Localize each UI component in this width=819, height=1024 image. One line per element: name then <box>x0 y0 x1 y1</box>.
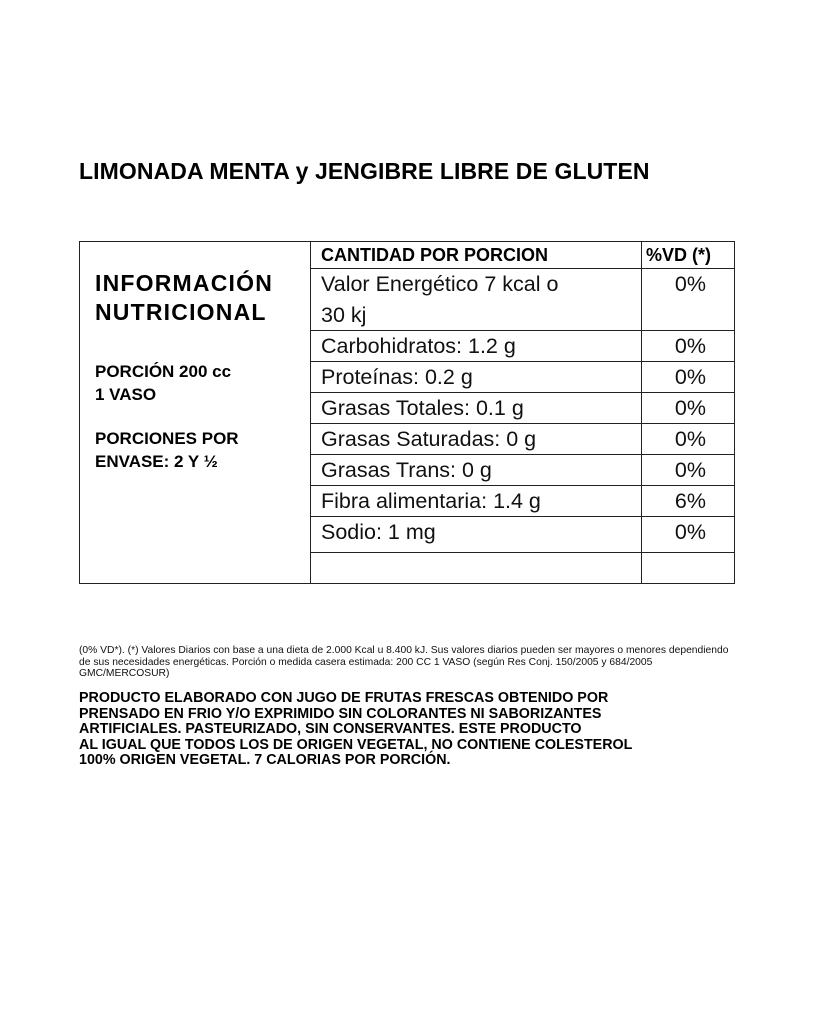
table-row <box>311 455 735 486</box>
daily-values-footnote: (0% VD*). (*) Valores Diarios con base a una dieta de 2.000 Kcal u 8.400 kJ. Sus valores diarios pueden ser mayores o menores dependiendo de sus necesidades energéticas. Porción o medida casera estimada: 200 CC 1 VASO (según Res Conj. 150/2005 y 684/2005 GMC/MERCOSUR) <box>79 645 729 679</box>
header-quantity: CANTIDAD POR PORCION <box>311 242 642 268</box>
nutrient-name-line2: 30 kj <box>321 303 367 327</box>
nutrient-name: Sodio: 1 mg <box>311 517 642 552</box>
nutrition-heading-line1: INFORMACIÓN <box>95 270 274 296</box>
table-row <box>311 486 735 517</box>
nutrient-name: Grasas Trans: 0 g <box>311 455 642 485</box>
description-line: 100% ORIGEN VEGETAL. 7 CALORIAS POR PORCIÓN. <box>79 752 451 768</box>
nutrient-vd: 0% <box>674 365 706 389</box>
product-title: LIMONADA MENTA y JENGIBRE LIBRE DE GLUTEN <box>79 158 650 184</box>
portion-size-line1: PORCIÓN 200 cc <box>95 362 232 381</box>
nutrient-vd: 0% <box>674 458 706 482</box>
nutrient-vd: 0% <box>674 396 706 420</box>
description-line: ARTIFICIALES. PASTEURIZADO, SIN CONSERVANTES. ESTE PRODUCTO <box>79 721 582 737</box>
nutrient-vd: 0% <box>674 272 706 296</box>
description-line: AL IGUAL QUE TODOS LOS DE ORIGEN VEGETAL, NO CONTIENE COLESTEROL <box>79 736 633 753</box>
table-row <box>311 269 735 331</box>
nutrient-name: Proteínas: 0.2 g <box>311 362 642 392</box>
servings-line1: PORCIONES POR <box>95 429 239 448</box>
portion-size <box>95 360 231 406</box>
servings-per-container <box>95 427 239 473</box>
servings-line2: ENVASE: 2 Y ½ <box>95 452 218 471</box>
nutrient-vd: 6% <box>674 489 706 513</box>
table-row <box>311 362 735 393</box>
nutrient-name-line1: Valor Energético 7 kcal o <box>321 272 559 296</box>
nutrient-name: Carbohidratos: 1.2 g <box>311 331 642 361</box>
nutrient-vd: 0% <box>674 334 706 358</box>
table-row-empty <box>311 553 735 584</box>
nutrient-name: Grasas Saturadas: 0 g <box>311 424 642 454</box>
nutrition-table <box>311 242 735 583</box>
nutrient-name <box>311 269 642 330</box>
header-vd: %VD (*) <box>646 245 712 265</box>
nutrition-facts-box <box>79 241 735 584</box>
description-line: PRODUCTO ELABORADO CON JUGO DE FRUTAS FRESCAS OBTENIDO POR <box>79 690 609 706</box>
nutrient-vd <box>642 553 735 584</box>
description-line: PRENSADO EN FRIO Y/O EXPRIMIDO SIN COLORANTES NI SABORIZANTES <box>79 705 602 722</box>
nutrient-name <box>311 553 642 584</box>
nutrition-heading <box>95 269 273 327</box>
nutrient-vd: 0% <box>674 427 706 451</box>
nutrient-name: Fibra alimentaria: 1.4 g <box>311 486 642 516</box>
nutrition-summary-panel <box>80 242 311 583</box>
table-header-row <box>311 242 735 269</box>
table-row <box>311 393 735 424</box>
nutrient-vd: 0% <box>674 520 706 544</box>
table-row <box>311 424 735 455</box>
table-row <box>311 517 735 553</box>
nutrition-heading-line2: NUTRICIONAL <box>95 299 267 325</box>
product-description <box>79 691 759 769</box>
table-row <box>311 331 735 362</box>
portion-size-line2: 1 VASO <box>95 385 157 404</box>
nutrient-name: Grasas Totales: 0.1 g <box>311 393 642 423</box>
